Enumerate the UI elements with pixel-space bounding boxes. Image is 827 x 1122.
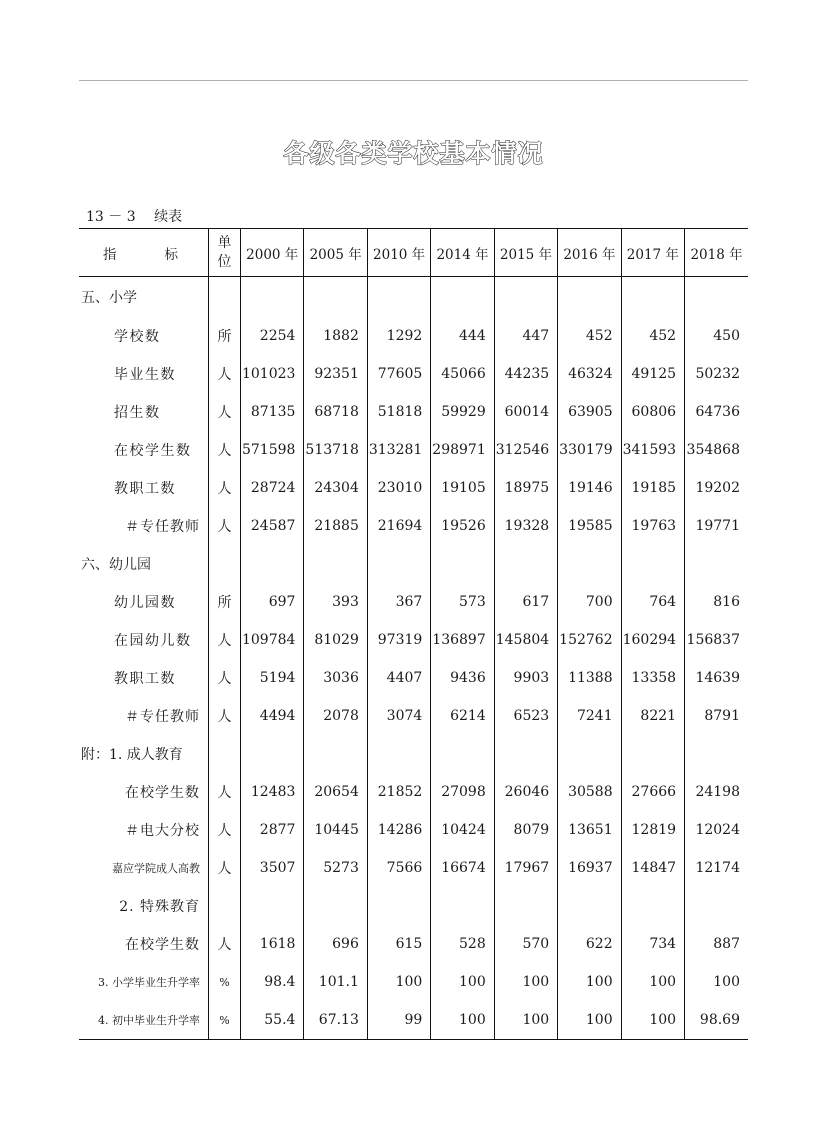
section-row xyxy=(79,887,748,925)
table-code: 13 － 3 xyxy=(86,209,136,225)
value-cell: 24587 xyxy=(241,507,304,545)
table-row xyxy=(79,469,748,507)
value-cell: 513718 xyxy=(304,431,367,469)
value-cell: 99 xyxy=(367,1001,430,1040)
value-cell: 27666 xyxy=(621,773,684,811)
value-cell: 136897 xyxy=(431,621,494,659)
value-cell: 59929 xyxy=(431,393,494,431)
value-cell xyxy=(621,735,684,773)
value-cell: 13651 xyxy=(558,811,621,849)
unit-cell: 所 xyxy=(209,317,241,355)
unit-cell: 人 xyxy=(209,355,241,393)
indicator-label: 教职工数 xyxy=(79,469,209,507)
value-cell: 447 xyxy=(494,317,557,355)
value-cell: 64736 xyxy=(695,404,740,420)
value-cell: 19771 xyxy=(695,518,740,534)
value-cell: 3036 xyxy=(304,659,367,697)
value-cell: 3507 xyxy=(241,849,304,887)
value-cell: 49125 xyxy=(621,355,684,393)
value-cell: 156837 xyxy=(686,632,740,648)
value-cell xyxy=(304,887,367,925)
page-title: 各级各类学校基本情况 xyxy=(283,139,544,168)
value-cell xyxy=(621,545,684,583)
value-cell: 19202 xyxy=(695,480,740,496)
value-cell: 109784 xyxy=(241,621,304,659)
indicator-label: 教职工数 xyxy=(79,659,209,697)
header-rule xyxy=(79,80,748,81)
value-cell: 2254 xyxy=(241,317,304,355)
value-cell: 19146 xyxy=(558,469,621,507)
table-row xyxy=(79,963,748,1001)
year-header: 2000 年 xyxy=(241,229,304,277)
unit-cell: 人 xyxy=(209,393,241,431)
value-cell: 528 xyxy=(431,925,494,963)
value-cell xyxy=(494,735,557,773)
value-cell: 393 xyxy=(304,583,367,621)
unit-cell: 所 xyxy=(209,583,241,621)
value-cell: 5194 xyxy=(241,659,304,697)
value-cell: 452 xyxy=(621,317,684,355)
value-cell xyxy=(367,735,430,773)
value-cell: 19585 xyxy=(558,507,621,545)
value-cell: 9903 xyxy=(494,659,557,697)
value-cell: 98.69 xyxy=(685,1001,748,1040)
value-cell: 570 xyxy=(494,925,557,963)
value-cell: 100 xyxy=(431,1001,494,1040)
value-cell: 100 xyxy=(621,1001,684,1040)
value-cell: 1882 xyxy=(304,317,367,355)
value-cell: 5273 xyxy=(304,849,367,887)
value-cell: 100 xyxy=(494,1001,557,1040)
value-cell: 764 xyxy=(621,583,684,621)
value-cell xyxy=(241,735,304,773)
value-cell: 571598 xyxy=(241,431,304,469)
value-cell: 77605 xyxy=(367,355,430,393)
value-cell xyxy=(367,887,430,925)
value-cell xyxy=(685,887,748,925)
indicator-label: 4. 初中毕业生升学率 xyxy=(79,1001,209,1040)
value-cell xyxy=(304,545,367,583)
indicator-label: 毕业生数 xyxy=(79,355,209,393)
value-cell: 24304 xyxy=(304,469,367,507)
table-row xyxy=(79,583,748,621)
value-cell: 100 xyxy=(367,963,430,1001)
value-cell xyxy=(304,735,367,773)
unit-cell: % xyxy=(209,963,241,1001)
value-cell: 100 xyxy=(558,963,621,1001)
value-cell: 4407 xyxy=(367,659,430,697)
value-cell: 17967 xyxy=(494,849,557,887)
value-cell: 100 xyxy=(494,963,557,1001)
value-cell: 816 xyxy=(713,594,740,610)
section-row xyxy=(79,277,748,318)
value-cell: 24198 xyxy=(695,784,740,800)
value-cell: 10445 xyxy=(304,811,367,849)
section-row xyxy=(79,545,748,583)
year-header: 2017 年 xyxy=(621,229,684,277)
value-cell: 19328 xyxy=(494,507,557,545)
value-cell: 81029 xyxy=(304,621,367,659)
value-cell: 16674 xyxy=(431,849,494,887)
value-cell xyxy=(241,887,304,925)
value-cell: 21694 xyxy=(367,507,430,545)
value-cell: 1292 xyxy=(367,317,430,355)
value-cell: 734 xyxy=(621,925,684,963)
indicator-label: 2. 特殊教育 xyxy=(79,887,209,925)
indicator-label: 招生数 xyxy=(79,393,209,431)
value-cell: 452 xyxy=(558,317,621,355)
indicator-label: 在校学生数 xyxy=(79,925,209,963)
indicator-label: 学校数 xyxy=(79,317,209,355)
indicator-label: 六、幼儿园 xyxy=(79,545,209,583)
value-cell: 55.4 xyxy=(241,1001,304,1040)
value-cell xyxy=(685,735,748,773)
table-header-row xyxy=(79,229,748,277)
value-cell: 100 xyxy=(621,963,684,1001)
table-row xyxy=(79,773,748,811)
indicator-header-char-1: 指 xyxy=(103,246,117,263)
value-cell: 367 xyxy=(367,583,430,621)
value-cell: 12024 xyxy=(695,822,740,838)
value-cell: 50232 xyxy=(695,366,740,382)
value-cell xyxy=(621,887,684,925)
value-cell xyxy=(367,545,430,583)
value-cell: 8791 xyxy=(704,708,740,724)
value-cell xyxy=(685,545,748,583)
value-cell: 7566 xyxy=(367,849,430,887)
value-cell: 51818 xyxy=(367,393,430,431)
value-cell: 92351 xyxy=(304,355,367,393)
value-cell: 444 xyxy=(431,317,494,355)
value-cell: 26046 xyxy=(494,773,557,811)
value-cell: 19185 xyxy=(621,469,684,507)
indicator-header xyxy=(79,229,209,277)
value-cell: 615 xyxy=(367,925,430,963)
value-cell: 2877 xyxy=(241,811,304,849)
value-cell xyxy=(241,277,304,318)
year-header: 2015 年 xyxy=(494,229,557,277)
value-cell: 100 xyxy=(431,963,494,1001)
value-cell: 27098 xyxy=(431,773,494,811)
value-cell: 45066 xyxy=(431,355,494,393)
value-cell: 573 xyxy=(431,583,494,621)
value-cell: 145804 xyxy=(494,621,557,659)
value-cell: 450 xyxy=(713,328,740,344)
table-row xyxy=(79,317,748,355)
unit-cell: 人 xyxy=(209,621,241,659)
unit-cell xyxy=(209,735,241,773)
year-header: 2018 年 xyxy=(685,229,748,277)
unit-cell xyxy=(209,887,241,925)
value-cell: 312546 xyxy=(494,431,557,469)
value-cell: 98.4 xyxy=(241,963,304,1001)
value-cell: 696 xyxy=(304,925,367,963)
table-row xyxy=(79,1001,748,1040)
value-cell: 330179 xyxy=(558,431,621,469)
value-cell xyxy=(431,277,494,318)
year-header: 2014 年 xyxy=(431,229,494,277)
indicator-label: 在园幼儿数 xyxy=(79,621,209,659)
table-row xyxy=(79,355,748,393)
value-cell: 68718 xyxy=(304,393,367,431)
year-header: 2016 年 xyxy=(558,229,621,277)
value-cell: 160294 xyxy=(621,621,684,659)
value-cell: 6214 xyxy=(431,697,494,735)
value-cell xyxy=(685,277,748,318)
value-cell xyxy=(494,277,557,318)
value-cell: 60014 xyxy=(494,393,557,431)
indicator-label: 在校学生数 xyxy=(79,431,209,469)
value-cell: 617 xyxy=(494,583,557,621)
value-cell: 46324 xyxy=(558,355,621,393)
value-cell: 313281 xyxy=(367,431,430,469)
value-cell: 14639 xyxy=(695,670,740,686)
value-cell: 13358 xyxy=(621,659,684,697)
unit-cell: 人 xyxy=(209,469,241,507)
value-cell: 97319 xyxy=(367,621,430,659)
value-cell: 1618 xyxy=(241,925,304,963)
unit-cell: 人 xyxy=(209,849,241,887)
value-cell: 21852 xyxy=(367,773,430,811)
unit-cell: 人 xyxy=(209,659,241,697)
value-cell: 101023 xyxy=(241,355,304,393)
value-cell: 9436 xyxy=(431,659,494,697)
value-cell xyxy=(241,545,304,583)
value-cell: 19763 xyxy=(621,507,684,545)
statistics-table xyxy=(79,228,748,1040)
value-cell: 700 xyxy=(558,583,621,621)
unit-cell: 人 xyxy=(209,925,241,963)
value-cell xyxy=(304,277,367,318)
value-cell xyxy=(494,887,557,925)
table-row xyxy=(79,621,748,659)
value-cell xyxy=(621,277,684,318)
indicator-label: ＃电大分校 xyxy=(79,811,209,849)
table-row xyxy=(79,925,748,963)
value-cell: 11388 xyxy=(558,659,621,697)
year-header: 2010 年 xyxy=(367,229,430,277)
value-cell xyxy=(494,545,557,583)
value-cell: 152762 xyxy=(558,621,621,659)
table-row xyxy=(79,507,748,545)
unit-cell: 人 xyxy=(209,507,241,545)
indicator-label: ＃专任教师 xyxy=(79,507,209,545)
unit-cell: 人 xyxy=(209,431,241,469)
value-cell xyxy=(558,277,621,318)
unit-cell xyxy=(209,277,241,318)
value-cell: 21885 xyxy=(304,507,367,545)
value-cell xyxy=(431,887,494,925)
indicator-label: 在校学生数 xyxy=(79,773,209,811)
value-cell: 6523 xyxy=(494,697,557,735)
value-cell: 60806 xyxy=(621,393,684,431)
unit-cell: 人 xyxy=(209,811,241,849)
value-cell: 19105 xyxy=(431,469,494,507)
value-cell: 20654 xyxy=(304,773,367,811)
unit-header xyxy=(209,229,241,277)
value-cell: 28724 xyxy=(241,469,304,507)
value-cell xyxy=(558,545,621,583)
indicator-label: ＃专任教师 xyxy=(79,697,209,735)
value-cell xyxy=(558,735,621,773)
value-cell: 23010 xyxy=(367,469,430,507)
value-cell xyxy=(367,277,430,318)
value-cell: 8079 xyxy=(494,811,557,849)
section-row xyxy=(79,735,748,773)
table-row xyxy=(79,811,748,849)
table-row xyxy=(79,849,748,887)
table-number xyxy=(86,206,182,226)
value-cell: 100 xyxy=(558,1001,621,1040)
value-cell: 63905 xyxy=(558,393,621,431)
table-row xyxy=(79,393,748,431)
value-cell: 18975 xyxy=(494,469,557,507)
value-cell: 298971 xyxy=(431,431,494,469)
value-cell: 12174 xyxy=(695,860,740,876)
unit-cell: 人 xyxy=(209,697,241,735)
value-cell: 622 xyxy=(558,925,621,963)
value-cell: 2078 xyxy=(304,697,367,735)
value-cell: 7241 xyxy=(558,697,621,735)
indicator-label: 嘉应学院成人高教 xyxy=(79,849,209,887)
value-cell: 101.1 xyxy=(304,963,367,1001)
indicator-label: 3. 小学毕业生升学率 xyxy=(79,963,209,1001)
unit-cell: % xyxy=(209,1001,241,1040)
value-cell: 44235 xyxy=(494,355,557,393)
indicator-label: 五、小学 xyxy=(79,277,209,318)
value-cell: 341593 xyxy=(621,431,684,469)
value-cell xyxy=(431,545,494,583)
unit-header-char-2: 位 xyxy=(217,253,232,270)
value-cell xyxy=(558,887,621,925)
value-cell: 14847 xyxy=(621,849,684,887)
value-cell: 8221 xyxy=(621,697,684,735)
indicator-header-char-2: 标 xyxy=(164,246,178,263)
value-cell: 30588 xyxy=(558,773,621,811)
indicator-label: 幼儿园数 xyxy=(79,583,209,621)
value-cell: 12819 xyxy=(621,811,684,849)
value-cell: 887 xyxy=(713,936,740,952)
unit-header-char-1: 单 xyxy=(217,234,232,251)
table-row xyxy=(79,659,748,697)
value-cell: 10424 xyxy=(431,811,494,849)
value-cell: 87135 xyxy=(241,393,304,431)
indicator-label: 附：1. 成人教育 xyxy=(79,735,209,773)
value-cell: 67.13 xyxy=(304,1001,367,1040)
value-cell: 4494 xyxy=(241,697,304,735)
value-cell: 19526 xyxy=(431,507,494,545)
value-cell: 14286 xyxy=(367,811,430,849)
value-cell: 354868 xyxy=(686,442,740,458)
value-cell: 3074 xyxy=(367,697,430,735)
table-row xyxy=(79,431,748,469)
value-cell: 12483 xyxy=(241,773,304,811)
table-row xyxy=(79,697,748,735)
unit-cell: 人 xyxy=(209,773,241,811)
table-continued-note: 续表 xyxy=(154,209,183,225)
value-cell: 100 xyxy=(713,974,740,990)
year-header: 2005 年 xyxy=(304,229,367,277)
unit-cell xyxy=(209,545,241,583)
value-cell xyxy=(431,735,494,773)
value-cell: 697 xyxy=(241,583,304,621)
value-cell: 16937 xyxy=(558,849,621,887)
